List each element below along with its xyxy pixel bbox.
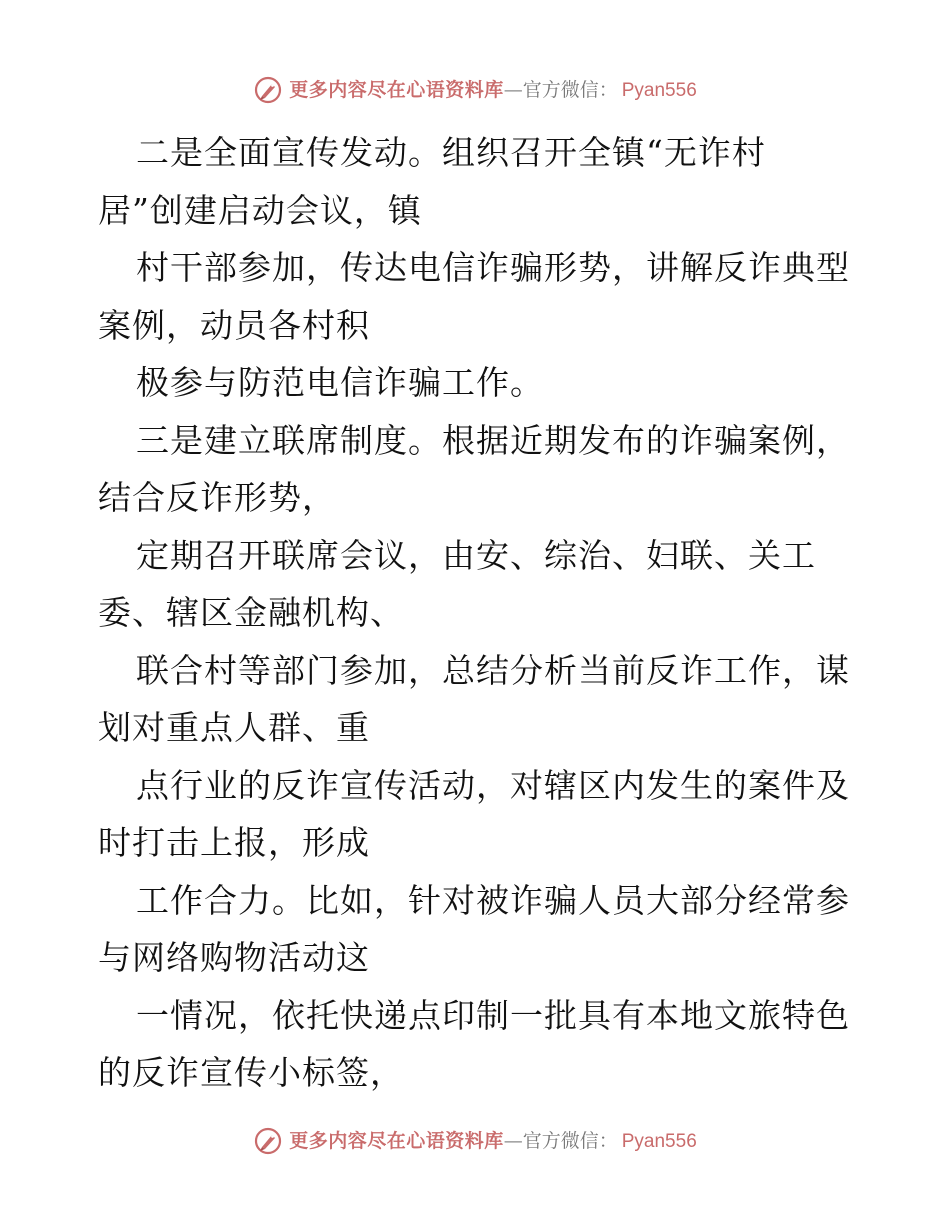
body-line: 时打击上报，形成: [98, 823, 370, 862]
body-line: 工作合力。比如，针对被诈骗人员大部分经常参: [136, 880, 850, 920]
body-line: 案例，动员各村积: [98, 305, 370, 345]
footer-watermark: [0, 1121, 950, 1161]
watermark-dash: —: [503, 1129, 523, 1152]
watermark-wechat-id: Pyan556: [621, 79, 697, 101]
body-line: 委、辖区金融机构、: [98, 593, 404, 632]
body-line: 定期召开联席会议，由安、综治、妇联、关工: [136, 535, 816, 575]
pen-nib-logo-icon: [253, 1126, 283, 1156]
watermark-dash: —: [503, 78, 523, 101]
document-body: [98, 124, 858, 1102]
body-line: 村干部参加，传达电信诈骗形势，讲解反诈典型: [136, 248, 850, 287]
header-watermark: [0, 70, 950, 110]
watermark-main-text: 更多内容尽在心语资料库: [289, 1129, 504, 1152]
watermark-wechat-id: Pyan556: [621, 1130, 697, 1152]
body-line: 三是建立联席制度。根据近期发布的诈骗案例，: [136, 420, 850, 460]
body-line: 极参与防范电信诈骗工作。: [136, 363, 544, 402]
body-line: 一情况，依托快递点印制一批具有本地文旅特色: [136, 995, 850, 1035]
body-line: 联合村等部门参加，总结分析当前反诈工作，谋: [136, 650, 850, 690]
body-line: 结合反诈形势，: [98, 478, 336, 517]
body-line: 的反诈宣传小标签，: [98, 1053, 404, 1092]
body-line: 划对重点人群、重: [98, 708, 370, 747]
pen-nib-logo-icon: [253, 75, 283, 105]
watermark-wechat-label: 官方微信：: [522, 1129, 618, 1152]
body-line: 居”创建启动会议，镇: [98, 190, 422, 230]
watermark-main-text: 更多内容尽在心语资料库: [289, 78, 504, 101]
body-line: 与网络购物活动这: [98, 938, 370, 977]
body-line: 点行业的反诈宣传活动，对辖区内发生的案件及: [136, 765, 850, 805]
watermark-wechat-label: 官方微信：: [522, 78, 618, 101]
body-line: 二是全面宣传发动。组织召开全镇“无诈村: [136, 133, 766, 172]
